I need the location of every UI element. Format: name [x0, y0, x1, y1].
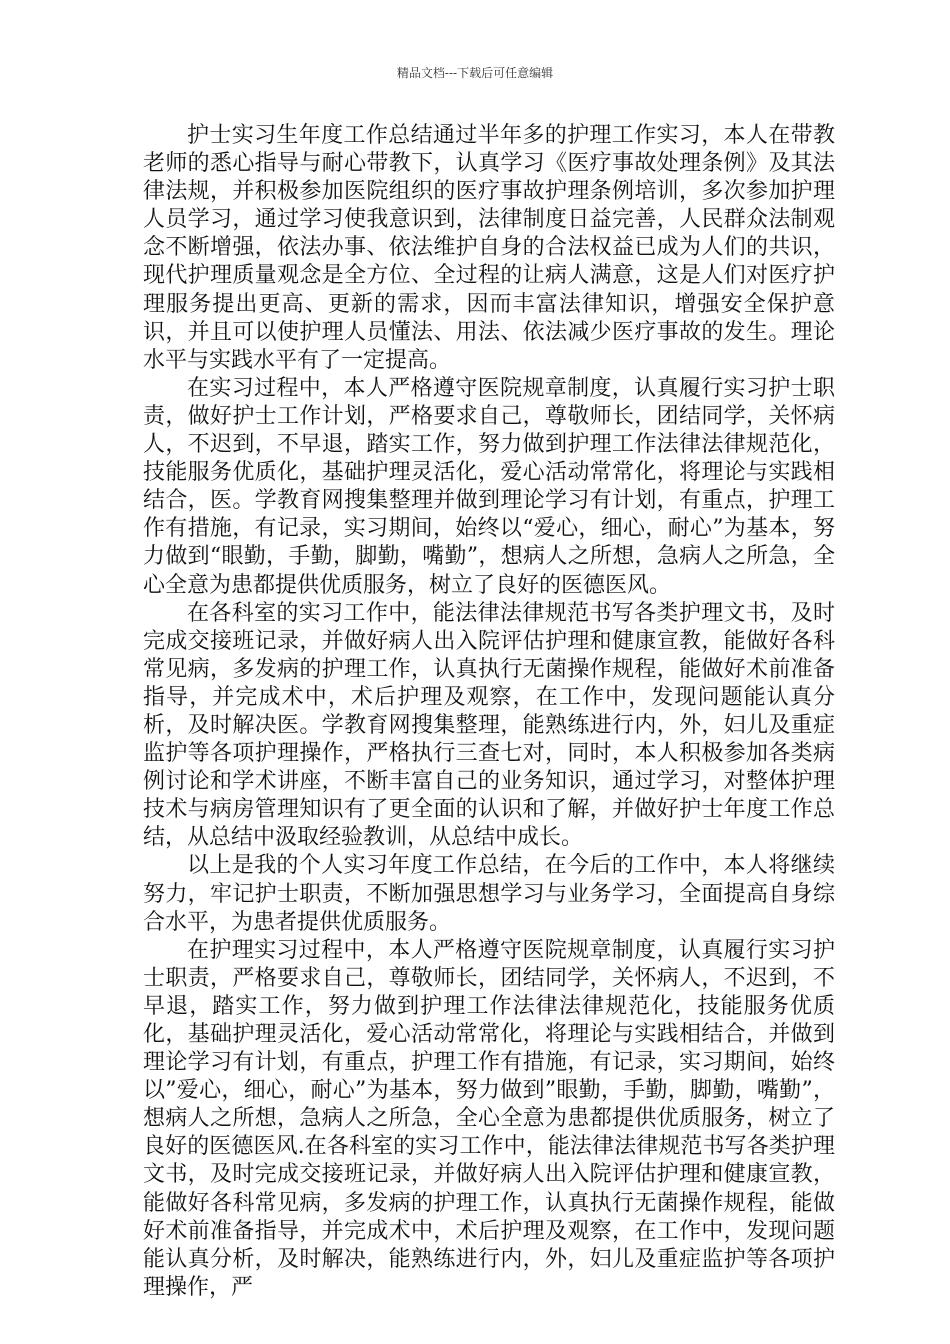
- paragraph: 在各科室的实习工作中，能法律法律规范书写各类护理文书，及时完成交接班记录，并做好病人出入院评估护理和健康宣教，能做好各科常见病，多发病的护理工作，认真执行无菌操作规程，能做好术前准备指导，并完成术中，术后护理及观察，在工作中，发现问题能认真分析，及时解决医。学教育网搜集整理，能熟练进行内，外，妇儿及重症监护等各项护理操作，严格执行三查七对，同时，本人积极参加各类病例讨论和学术讲座，不断丰富自己的业务知识，通过学习，对整体护理技术与病房管理知识有了更全面的认识和了解，并做好护士年度工作总结，从总结中汲取经验教训，从总结中成长。: [143, 600, 835, 851]
- page-header: 精品文档---下载后可任意编辑: [396, 66, 554, 80]
- paragraph: 以上是我的个人实习年度工作总结，在今后的工作中，本人将继续努力，牢记护士职责，不断加强思想学习与业务学习，全面提高自身综合水平，为患者提供优质服务。: [143, 853, 835, 935]
- paragraph: 护士实习生年度工作总结通过半年多的护理工作实习，本人在带教老师的悉心指导与耐心带教下，认真学习《医疗事故处理条例》及其法律法规，并积极参加医院组织的医疗事故护理条例培训，多次参加护理人员学习，通过学习使我意识到，法律制度日益完善，人民群众法制观念不断增强，依法办事、依法维护自身的合法权益已成为人们的共识，现代护理质量观念是全方位、全过程的让病人满意，这是人们对医疗护理服务提出更高、更新的需求，因而丰富法律知识，增强安全保护意识，并且可以使护理人员懂法、用法、依法减少医疗事故的发生。理论水平与实践水平有了一定提高。: [143, 123, 835, 373]
- paragraph: 在实习过程中，本人严格遵守医院规章制度，认真履行实习护士职责，做好护士工作计划，严格要求自己，尊敬师长，团结同学，关怀病人，不迟到，不早退，踏实工作，努力做到护理工作法律法律规范化，技能服务优质化，基础护理灵活化，爱心活动常常化，将理论与实践相结合，医。学教育网搜集整理并做到理论学习有计划，有重点，护理工作有措施，有记录，实习期间，始终以“爱心，细心，耐心”为基本，努力做到“眼勤，手勤，脚勤，嘴勤”，想病人之所想，急病人之所急，全心全意为患都提供优质服务，树立了良好的医德医风。: [143, 375, 835, 598]
- paragraph: 在护理实习过程中，本人严格遵守医院规章制度，认真履行实习护士职责，严格要求自己，尊敬师长，团结同学，关怀病人，不迟到，不早退，踏实工作，努力做到护理工作法律法律规范化，技能服务优质化，基础护理灵活化，爱心活动常常化，将理论与实践相结合，并做到理论学习有计划，有重点，护理工作有措施，有记录，实习期间，始终以”爱心，细心，耐心”为基本，努力做到”眼勤，手勤，脚勤，嘴勤”，想病人之所想，急病人之所急，全心全意为患都提供优质服务，树立了良好的医德医风.在各科室的实习工作中，能法律法律规范书写各类护理文书，及时完成交接班记录，并做好病人出入院评估护理和健康宣教，能做好各科常见病，多发病的护理工作，认真执行无菌操作规程，能做好术前准备指导，并完成术中，术后护理及观察，在工作中，发现问题能认真分析，及时解决，能熟练进行内，外，妇儿及重症监护等各项护理操作，严: [143, 937, 835, 1300]
- document-body: [143, 122, 835, 1302]
